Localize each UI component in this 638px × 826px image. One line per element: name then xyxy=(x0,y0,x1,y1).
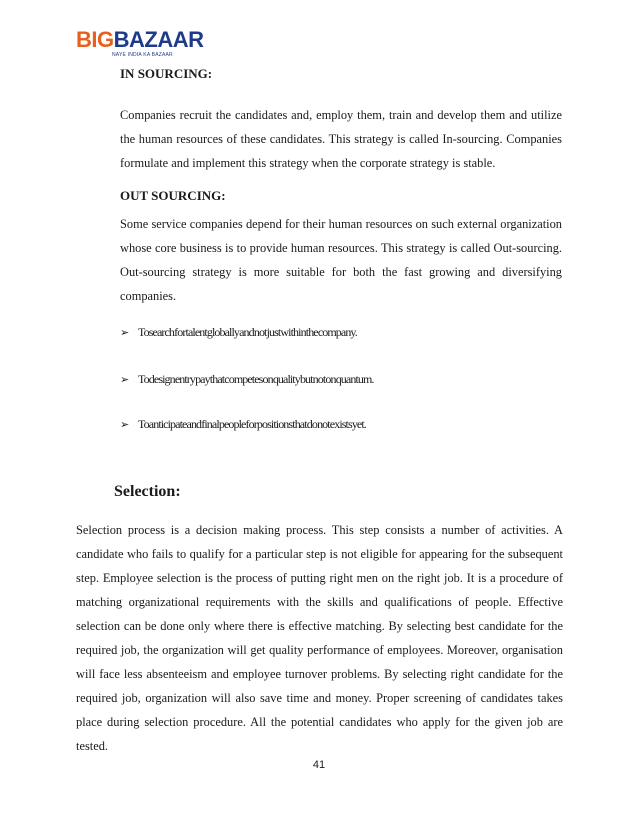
out-sourcing-heading: OUT SOURCING: xyxy=(120,188,226,203)
logo-wordmark xyxy=(76,27,204,52)
bullet-item-1 xyxy=(120,325,357,340)
in-sourcing-heading: IN SOURCING: xyxy=(120,66,213,81)
arrow-bullet-icon: ➢ xyxy=(120,419,130,431)
logo-bazaar-text: BAZAAR xyxy=(113,27,204,52)
logo-big-text: BIG xyxy=(76,27,114,52)
selection-heading: Selection: xyxy=(114,483,181,500)
in-sourcing-paragraph: Companies recruit the candidates and, employ them, train and develop them and utilize the human resources of these candidates. This strategy is called In-sourcing. Companies formulate and implement this strategy when the corporate strategy is stable. xyxy=(120,108,562,170)
bullet-item-2 xyxy=(120,372,374,387)
selection-paragraph: Selection process is a decision making process. This step consists a number of activities. A candidate who fails to qualify for a particular step is not eligible for appearing for the subsequent step. Employee selection is the process of putting right men on the right job. It is a procedure of matching organizational requirements with the skills and qualifications of people. Effective selection can be done only where there is effective matching. By selecting best candidate for the required job, the organization will get quality performance of employees. Moreover, organisation will face less absenteeism and employee turnover problems. By selecting right candidate for the required job, organization will also save time and money. Proper screening of candidates takes place during selection procedure. All the potential candidates who apply for the given job are tested. xyxy=(76,523,563,753)
bullet-text: To search for talent globally and not just within the company. xyxy=(138,325,357,339)
arrow-bullet-icon: ➢ xyxy=(120,327,130,339)
out-sourcing-paragraph: Some service companies depend for their human resources on such external organization whose core business is to provide human resources. This strategy is called Out-sourcing. Out-sourcing strategy is more suitable for both the fast growing and diversifying companies. xyxy=(120,217,562,303)
bullet-text: To anticipate and final people for positions that do not exists yet. xyxy=(138,417,366,431)
logo-tagline: NAYE INDIA KA BAZAAR xyxy=(112,52,173,58)
big-bazaar-logo xyxy=(76,27,204,68)
arrow-bullet-icon: ➢ xyxy=(120,374,130,386)
bullet-item-3 xyxy=(120,417,366,432)
bullet-text: To design entry pay that competes on quality but not on quantum. xyxy=(138,372,374,386)
page-number: 41 xyxy=(312,759,326,771)
